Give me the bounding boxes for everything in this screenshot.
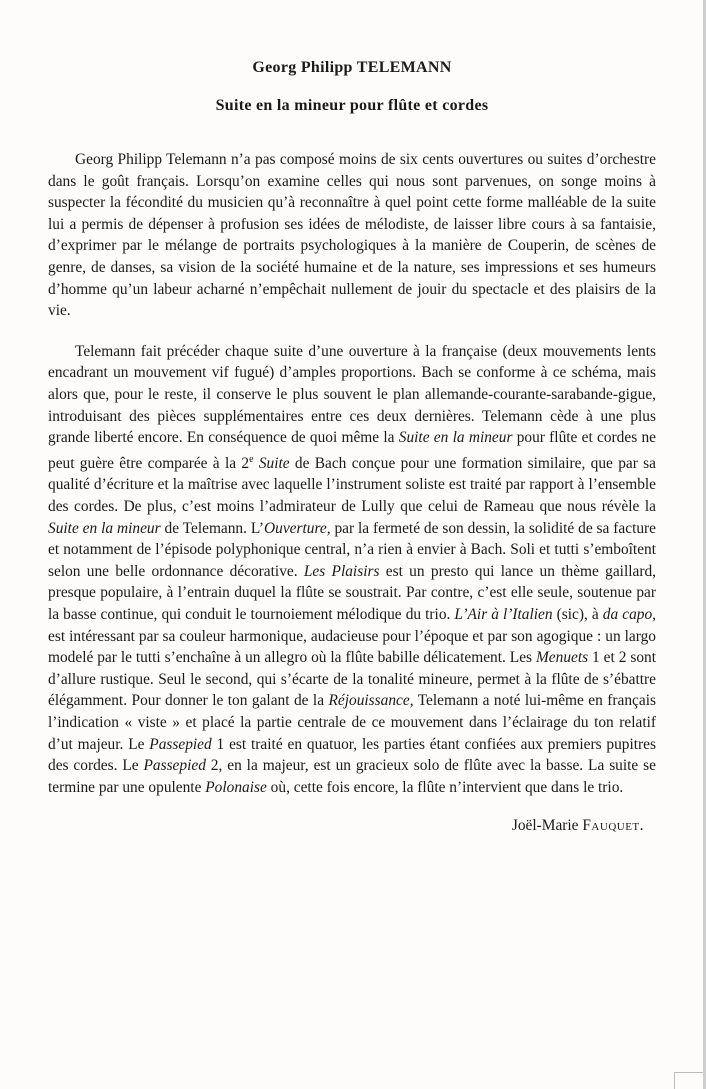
italic-run: Suite en la mineur	[398, 429, 513, 447]
italic-run: da capo,	[602, 606, 657, 623]
italic-run: Ouverture,	[264, 519, 331, 537]
italic-run: Suite	[258, 454, 290, 472]
text-run: de Bach conçue pour une formation similaire, que par sa qualité d’écriture et la maîtrise avec laquelle l’instrument soliste est traité par rapport à l’ensemble des cordes. De plus, c’est moins l’admirateur de Lully que celui de Rameau que nous révèle la	[48, 454, 656, 516]
text-run: où, cette fois encore, la flûte n’intervient que dans le trio.	[266, 778, 624, 796]
italic-run: Passepied	[149, 735, 212, 753]
document-page	[48, 55, 656, 835]
document-subtitle: Suite en la mineur pour flûte et cordes	[215, 97, 489, 114]
author-last-name: Fauquet.	[582, 817, 644, 835]
italic-run: Polonaise	[205, 778, 267, 796]
text-run: pour flûte et cordes ne peut guère être comparée à la 2	[48, 429, 656, 472]
text-run: Telemann fait précéder chaque suite d’une ouverture à la française (deux mouvements lents encadrant un mouvement vif fugué) d’amples proportions. Bach se conforme à ce schéma, mais alors que, pour le reste, il conserve le plus souvent le plan allemande-courante-sarabande-gigue, introduisant des pièces supplémentaires entre ces deux dernières. Telemann cède à une plus grande liberté encore. En conséquence de quoi même la	[48, 342, 656, 447]
italic-run: Réjouissance,	[328, 692, 414, 710]
text-run: est un presto qui lance un thème gaillard, presque populaire, à l’entrain duquel la flûte se soustrait. Par contre, c’est elle seule, soutenue par la basse continue, qui conduit le tournoiement mélodique du trio.	[48, 562, 656, 623]
italic-run: Les Plaisirs	[303, 562, 380, 580]
text-run: de Telemann. L’	[160, 519, 265, 537]
text-run: 1 et 2 sont d’allure rustique. Seul le second, qui s’écarte de la tonalité mineure, permet à la flûte de s’ébattre élégamment. Pour donner le ton galant de la	[48, 649, 656, 710]
italic-run: L’Air à l’Italien	[454, 606, 553, 623]
italic-run: Suite en la mineur	[48, 519, 161, 537]
paragraph-1: Georg Philipp Telemann n’a pas composé moins de six cents ouvertures ou suites d’orchestre dans le goût français. Lorsqu’on examine celles qui nous sont parvenues, on songe moins à suspecter la fécondité du musicien qu’à reconnaître à quel point cette forme malléable de la suite lui a permis de dépenser à profusion ses idées de mélodiste, de laisser libre cours à sa fantaisie, d’exprimer par le mélange de portraits psychologiques à la manière de Couperin, de scènes de genre, de danses, sa vision de la société humaine et de la nature, ses impressions et ses humeurs d’homme qu’un labeur acharné n’empêchait nullement de jouir du spectacle et des plaisirs de la vie.	[48, 151, 656, 320]
text-run: par la fermeté de son dessin, la solidité de sa facture et notamment de l’épisode polyphonique central, n’a rien à envier à Bach. Soli et tutti s’emboîtent selon une belle ordonnance décorative.	[48, 519, 657, 580]
superscript-run: e	[249, 453, 254, 465]
document-title: Georg Philipp TELEMANN	[252, 59, 452, 76]
page-corner-mark	[674, 1072, 703, 1089]
text-run: est intéressant par sa couleur harmonique, audacieuse pour l’époque et par son agogique : un largo modelé par le tutti s’enchaîne à un allegro où la flûte babille délicatement. Les	[48, 627, 656, 667]
author-signature	[48, 817, 656, 835]
italic-run: Menuets	[535, 649, 589, 667]
text-run: (sic), à	[552, 606, 603, 623]
italic-run: Passepied	[143, 757, 206, 775]
text-run: Telemann a noté lui-même en français l’indication « viste » et placé la partie centrale de ce mouvement dans l’éclairage du ton relatif d’ut majeur. Le	[48, 692, 656, 753]
text-run: 1 est traité en quatuor, les parties étant confiées aux premiers pupitres des cordes. Le	[48, 735, 656, 775]
paragraph-2	[48, 341, 656, 799]
text-run: 2, en la majeur, est un gracieux solo de flûte avec la basse. La suite se termine par une opulente	[48, 757, 656, 796]
author-first-name: Joël-Marie	[511, 817, 579, 835]
